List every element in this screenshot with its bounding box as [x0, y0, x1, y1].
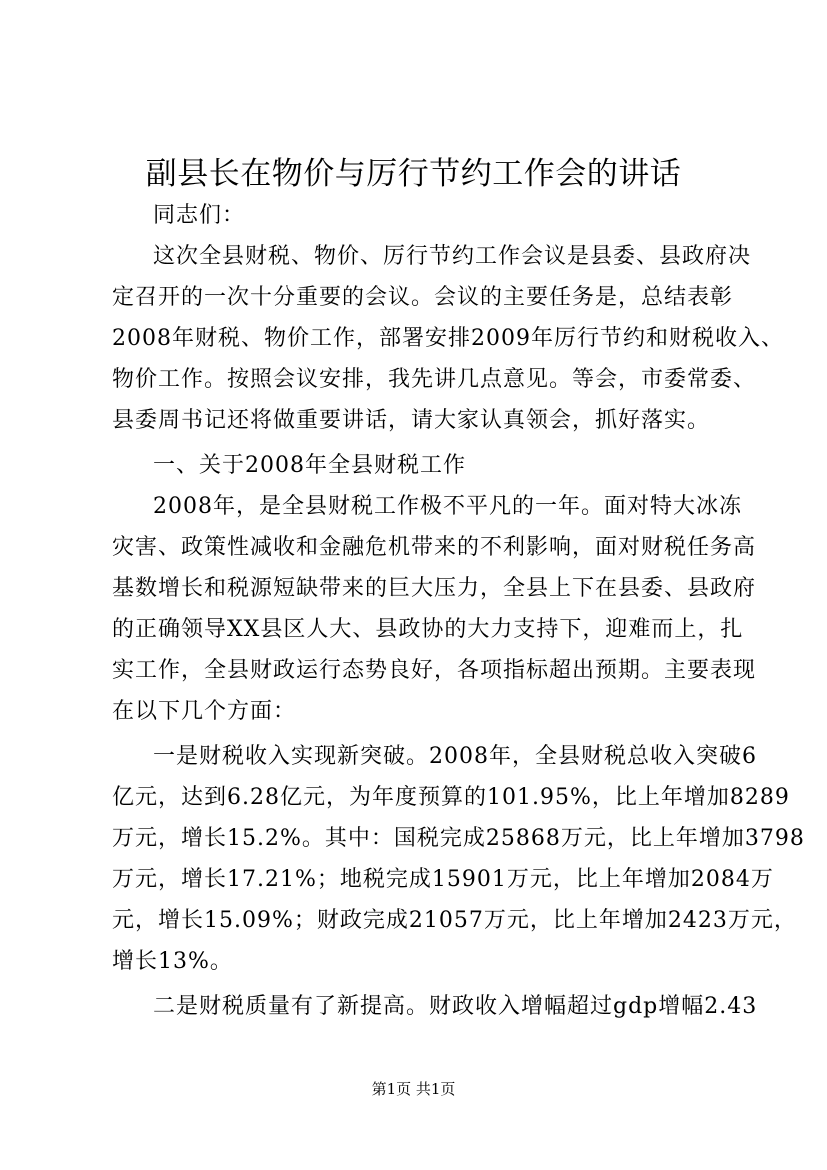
paragraph-line: 增长13%。 [112, 949, 233, 974]
paragraph-line: 这次全县财税、物价、厉行节约工作会议是县委、县政府决 [153, 244, 752, 269]
paragraph-line: 实工作，全县财政运行态势良好，各项指标超出预期。主要表现 [112, 658, 757, 683]
paragraph-line: 县委周书记还将做重要讲话，请大家认真领会，抓好落实。 [112, 408, 711, 433]
page-footer: 第1页 共1页 [371, 1080, 456, 1098]
paragraph-line: 在以下几个方面： [112, 699, 297, 724]
paragraph-line: 定召开的一次十分重要的会议。会议的主要任务是，总结表彰 [112, 285, 734, 310]
greeting: 同志们： [153, 203, 246, 228]
paragraph-line: 亿元，达到6.28亿元，为年度预算的101.95%，比上年增加8289 [112, 785, 790, 810]
paragraph-line: 基数增长和税源短缺带来的巨大压力，全县上下在县委、县政府 [112, 576, 757, 601]
paragraph-line: 2008年财税、物价工作，部署安排2009年厉行节约和财税收入、 [112, 326, 784, 351]
paragraph-line: 二是财税质量有了新提高。财政收入增幅超过gdp增幅2.43 [153, 994, 758, 1019]
paragraph-line: 一是财税收入实现新突破。2008年，全县财税总收入突破6 [153, 744, 757, 769]
section-heading: 一、关于2008年全县财税工作 [153, 453, 466, 478]
document-title: 副县长在物价与厉行节约工作会的讲话 [145, 156, 682, 192]
paragraph-line: 的正确领导XX县区人大、县政协的大力支持下，迎难而上，扎 [112, 617, 744, 642]
paragraph-line: 万元，增长15.2%。其中：国税完成25868万元，比上年增加3798 [112, 826, 805, 851]
paragraph-line: 元，增长15.09%；财政完成21057万元，比上年增加2423万元， [112, 908, 797, 933]
paragraph-line: 2008年，是全县财税工作极不平凡的一年。面对特大冰冻 [153, 494, 742, 519]
paragraph-line: 灾害、政策性减收和金融危机带来的不利影响，面对财税任务高 [112, 535, 757, 560]
paragraph-line: 万元，增长17.21%；地税完成15901万元，比上年增加2084万 [112, 867, 774, 892]
paragraph-line: 物价工作。按照会议安排，我先讲几点意见。等会，市委常委、 [112, 367, 757, 392]
